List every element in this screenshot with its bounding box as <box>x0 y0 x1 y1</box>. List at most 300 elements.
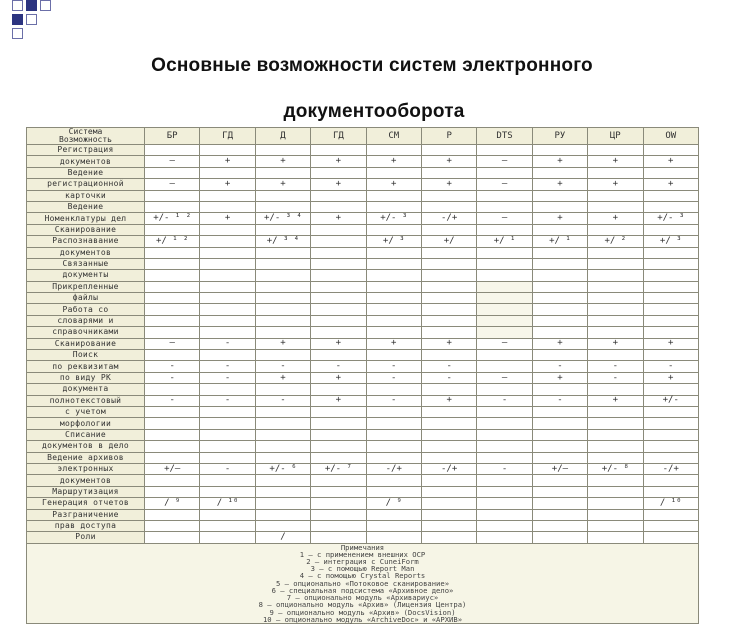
value-cell <box>532 293 587 304</box>
value-cell <box>200 429 255 440</box>
value-cell: +/ ¹ <box>477 236 532 247</box>
value-cell <box>643 384 698 395</box>
value-cell: + <box>421 395 476 406</box>
value-cell <box>311 327 366 338</box>
value-cell: / ⁹ <box>145 498 200 509</box>
value-cell: - <box>200 361 255 372</box>
value-cell <box>311 258 366 269</box>
capability-label: Номенклатуры дел <box>27 213 145 224</box>
note-line: 10 — опционально модуль «ArchiveDoc» и «АРХИВ» <box>262 614 463 624</box>
table-row <box>27 247 699 258</box>
value-cell <box>145 532 200 543</box>
note-line: 3 — с помощью Report Man <box>310 564 415 574</box>
value-cell <box>200 315 255 326</box>
value-cell <box>145 315 200 326</box>
value-cell: / ¹⁰ <box>200 498 255 509</box>
value-cell <box>145 247 200 258</box>
capability-label: Сканирование <box>27 338 145 349</box>
value-cell <box>255 327 310 338</box>
table-row <box>27 532 699 543</box>
value-cell <box>477 145 532 156</box>
value-cell <box>366 384 421 395</box>
value-cell: - <box>200 463 255 474</box>
value-cell <box>477 315 532 326</box>
value-cell <box>588 520 643 531</box>
table-row <box>27 463 699 474</box>
table-row <box>27 258 699 269</box>
value-cell <box>311 486 366 497</box>
value-cell <box>311 350 366 361</box>
capability-label: Генерация отчетов <box>27 498 145 509</box>
value-cell <box>532 270 587 281</box>
note-line: 1 — с применением внешних ОСР <box>299 549 426 559</box>
value-cell <box>200 452 255 463</box>
value-cell: - <box>255 395 310 406</box>
value-cell <box>477 293 532 304</box>
value-cell: + <box>200 156 255 167</box>
value-cell <box>366 429 421 440</box>
capability-label: Работа со <box>27 304 145 315</box>
value-cell: + <box>421 338 476 349</box>
value-cell: + <box>200 213 255 224</box>
value-cell <box>477 350 532 361</box>
value-cell <box>200 475 255 486</box>
capability-label: Прикрепленные <box>27 281 145 292</box>
value-cell <box>588 532 643 543</box>
system-header: ОW <box>643 128 698 145</box>
capability-label: по виду РК <box>27 372 145 383</box>
value-cell <box>588 350 643 361</box>
value-cell <box>145 304 200 315</box>
value-cell: + <box>366 179 421 190</box>
capability-label: Ведение архивов <box>27 452 145 463</box>
value-cell <box>477 475 532 486</box>
value-cell <box>311 498 366 509</box>
value-cell <box>477 247 532 258</box>
value-cell: -/+ <box>643 463 698 474</box>
note-line: 7 — опционально модуль «Архивариус» <box>286 593 439 603</box>
capability-label: Регистрация <box>27 145 145 156</box>
capability-label: документов <box>27 247 145 258</box>
value-cell: - <box>200 338 255 349</box>
value-cell: + <box>311 395 366 406</box>
value-cell <box>255 498 310 509</box>
value-cell: +/ ¹ <box>532 236 587 247</box>
table-row <box>27 156 699 167</box>
value-cell: - <box>145 372 200 383</box>
value-cell <box>311 509 366 520</box>
value-cell <box>311 145 366 156</box>
value-cell <box>643 452 698 463</box>
value-cell <box>588 441 643 452</box>
value-cell <box>311 247 366 258</box>
value-cell <box>643 167 698 178</box>
value-cell: - <box>588 372 643 383</box>
capability-label: Ведение <box>27 167 145 178</box>
value-cell <box>311 281 366 292</box>
value-cell <box>366 315 421 326</box>
value-cell <box>200 167 255 178</box>
value-cell <box>366 509 421 520</box>
value-cell <box>200 236 255 247</box>
note-line: 5 — опционально «Потоковое сканирование» <box>275 578 450 588</box>
capability-label: документов в дело <box>27 441 145 452</box>
value-cell: — <box>145 338 200 349</box>
value-cell <box>477 258 532 269</box>
value-cell: +/- ⁶ <box>255 463 310 474</box>
value-cell: - <box>366 361 421 372</box>
table-row <box>27 315 699 326</box>
value-cell <box>255 509 310 520</box>
value-cell <box>421 293 476 304</box>
value-cell <box>421 247 476 258</box>
value-cell <box>255 201 310 212</box>
capability-label: морфологии <box>27 418 145 429</box>
value-cell <box>311 167 366 178</box>
value-cell <box>477 520 532 531</box>
table-row <box>27 520 699 531</box>
value-cell <box>366 201 421 212</box>
value-cell: + <box>255 156 310 167</box>
capability-label: Роли <box>27 532 145 543</box>
corner-decoration <box>8 0 56 44</box>
value-cell <box>311 270 366 281</box>
value-cell <box>588 293 643 304</box>
value-cell <box>643 281 698 292</box>
value-cell: — <box>477 179 532 190</box>
table-row <box>27 167 699 178</box>
value-cell <box>588 270 643 281</box>
value-cell <box>643 247 698 258</box>
value-cell <box>477 498 532 509</box>
value-cell <box>145 190 200 201</box>
value-cell <box>588 281 643 292</box>
value-cell <box>477 224 532 235</box>
value-cell <box>311 190 366 201</box>
value-cell <box>643 327 698 338</box>
value-cell: +/- <box>643 395 698 406</box>
value-cell <box>421 532 476 543</box>
table-row <box>27 293 699 304</box>
value-cell <box>311 406 366 417</box>
value-cell: + <box>255 179 310 190</box>
value-cell: + <box>588 179 643 190</box>
value-cell <box>421 452 476 463</box>
capability-label: с учетом <box>27 406 145 417</box>
value-cell: -/+ <box>421 463 476 474</box>
value-cell: - <box>366 372 421 383</box>
value-cell <box>145 145 200 156</box>
value-cell <box>200 509 255 520</box>
value-cell: / ¹⁰ <box>643 498 698 509</box>
value-cell <box>200 441 255 452</box>
corner-header-capability: Возможность <box>59 135 112 144</box>
value-cell <box>200 247 255 258</box>
value-cell <box>145 350 200 361</box>
value-cell <box>200 201 255 212</box>
value-cell <box>255 429 310 440</box>
value-cell: +/- ⁸ <box>588 463 643 474</box>
value-cell <box>200 350 255 361</box>
value-cell: + <box>311 156 366 167</box>
value-cell: + <box>311 372 366 383</box>
value-cell <box>255 190 310 201</box>
value-cell: + <box>588 156 643 167</box>
value-cell <box>311 520 366 531</box>
value-cell <box>532 406 587 417</box>
value-cell <box>366 281 421 292</box>
table-row <box>27 179 699 190</box>
value-cell <box>588 224 643 235</box>
value-cell <box>477 270 532 281</box>
value-cell <box>477 190 532 201</box>
value-cell <box>643 418 698 429</box>
value-cell: + <box>311 213 366 224</box>
value-cell <box>311 224 366 235</box>
value-cell <box>200 270 255 281</box>
value-cell <box>477 201 532 212</box>
value-cell <box>421 224 476 235</box>
value-cell <box>643 270 698 281</box>
value-cell <box>366 350 421 361</box>
table-row <box>27 429 699 440</box>
value-cell <box>200 486 255 497</box>
value-cell <box>421 167 476 178</box>
value-cell <box>311 452 366 463</box>
value-cell <box>477 429 532 440</box>
value-cell <box>588 304 643 315</box>
value-cell: +/— <box>532 463 587 474</box>
table-header-row <box>27 128 699 145</box>
capability-label: документов <box>27 475 145 486</box>
value-cell: + <box>643 156 698 167</box>
value-cell: + <box>311 179 366 190</box>
value-cell <box>255 520 310 531</box>
value-cell: — <box>145 156 200 167</box>
value-cell <box>255 293 310 304</box>
value-cell <box>255 258 310 269</box>
value-cell: +/ ³ ⁴ <box>255 236 310 247</box>
capability-label: документы <box>27 270 145 281</box>
value-cell <box>366 406 421 417</box>
value-cell <box>477 167 532 178</box>
capability-label: файлы <box>27 293 145 304</box>
value-cell <box>200 406 255 417</box>
value-cell <box>532 145 587 156</box>
table-row <box>27 270 699 281</box>
value-cell <box>421 418 476 429</box>
value-cell <box>200 532 255 543</box>
value-cell <box>200 281 255 292</box>
value-cell <box>311 384 366 395</box>
table-row <box>27 418 699 429</box>
table-row <box>27 498 699 509</box>
value-cell <box>532 224 587 235</box>
table-row <box>27 384 699 395</box>
slide-title-line-1: Основные возможности систем электронного <box>151 55 593 76</box>
value-cell: +/- ³ ⁴ <box>255 213 310 224</box>
note-line: 9 — опционально модуль «Архив» (DocsVision) <box>269 607 456 617</box>
value-cell <box>255 475 310 486</box>
value-cell: - <box>145 361 200 372</box>
system-header: ГД <box>200 128 255 145</box>
value-cell <box>421 145 476 156</box>
value-cell: — <box>477 338 532 349</box>
capability-label: документов <box>27 156 145 167</box>
table-row <box>27 281 699 292</box>
value-cell <box>145 384 200 395</box>
value-cell <box>145 201 200 212</box>
capability-label: Связанные <box>27 258 145 269</box>
value-cell <box>421 190 476 201</box>
value-cell <box>255 406 310 417</box>
value-cell <box>421 509 476 520</box>
table-row <box>27 395 699 406</box>
table-row <box>27 327 699 338</box>
value-cell: +/- ³ <box>643 213 698 224</box>
value-cell <box>145 406 200 417</box>
system-header: ЦР <box>588 128 643 145</box>
table-row <box>27 338 699 349</box>
value-cell <box>311 315 366 326</box>
value-cell <box>145 520 200 531</box>
value-cell <box>200 384 255 395</box>
value-cell: - <box>421 372 476 383</box>
value-cell <box>532 304 587 315</box>
value-cell <box>643 258 698 269</box>
value-cell <box>588 509 643 520</box>
value-cell <box>200 418 255 429</box>
note-line: 4 — с помощью Crystal Reports <box>299 571 426 581</box>
value-cell <box>532 520 587 531</box>
capability-label: полнотекстовый <box>27 395 145 406</box>
value-cell <box>643 509 698 520</box>
value-cell <box>532 429 587 440</box>
capability-label: Сканирование <box>27 224 145 235</box>
value-cell <box>532 315 587 326</box>
capability-label: Списание <box>27 429 145 440</box>
value-cell <box>532 327 587 338</box>
value-cell <box>255 145 310 156</box>
value-cell <box>200 520 255 531</box>
value-cell <box>200 327 255 338</box>
value-cell <box>421 258 476 269</box>
table-row <box>27 452 699 463</box>
value-cell: +/— <box>145 463 200 474</box>
value-cell <box>643 315 698 326</box>
table-row <box>27 350 699 361</box>
value-cell <box>532 509 587 520</box>
value-cell: + <box>532 179 587 190</box>
value-cell: - <box>311 361 366 372</box>
value-cell <box>311 429 366 440</box>
value-cell <box>145 167 200 178</box>
value-cell <box>643 475 698 486</box>
value-cell <box>145 509 200 520</box>
value-cell <box>532 201 587 212</box>
system-header: Д <box>255 128 310 145</box>
notes-row <box>27 543 699 623</box>
value-cell <box>255 441 310 452</box>
value-cell: - <box>532 395 587 406</box>
value-cell <box>311 475 366 486</box>
system-header: Р <box>421 128 476 145</box>
value-cell <box>145 452 200 463</box>
system-header: ГД <box>311 128 366 145</box>
value-cell <box>255 452 310 463</box>
value-cell <box>477 384 532 395</box>
value-cell <box>532 258 587 269</box>
value-cell <box>421 475 476 486</box>
table-row <box>27 441 699 452</box>
capability-label: карточки <box>27 190 145 201</box>
value-cell <box>255 486 310 497</box>
value-cell <box>421 406 476 417</box>
value-cell: -/+ <box>421 213 476 224</box>
value-cell: + <box>421 179 476 190</box>
value-cell <box>311 304 366 315</box>
value-cell <box>366 452 421 463</box>
value-cell <box>366 258 421 269</box>
table-row <box>27 406 699 417</box>
value-cell <box>588 167 643 178</box>
value-cell: + <box>311 338 366 349</box>
value-cell <box>532 350 587 361</box>
value-cell <box>643 350 698 361</box>
value-cell <box>366 190 421 201</box>
value-cell: — <box>477 156 532 167</box>
value-cell <box>421 498 476 509</box>
value-cell <box>477 452 532 463</box>
value-cell: - <box>588 361 643 372</box>
value-cell: + <box>366 338 421 349</box>
value-cell <box>643 441 698 452</box>
value-cell <box>588 247 643 258</box>
value-cell <box>421 429 476 440</box>
value-cell <box>366 224 421 235</box>
capability-label: документа <box>27 384 145 395</box>
value-cell <box>588 315 643 326</box>
table-row <box>27 145 699 156</box>
value-cell <box>477 327 532 338</box>
value-cell <box>255 350 310 361</box>
capability-label: Поиск <box>27 350 145 361</box>
value-cell: +/ ¹ ² <box>145 236 200 247</box>
capability-label: электронных <box>27 463 145 474</box>
slide-title-line-2: документооборота <box>283 101 465 122</box>
value-cell <box>145 418 200 429</box>
value-cell <box>421 281 476 292</box>
notes-cell <box>27 543 699 623</box>
value-cell <box>366 475 421 486</box>
value-cell: +/ ³ <box>366 236 421 247</box>
value-cell <box>255 224 310 235</box>
value-cell <box>532 532 587 543</box>
value-cell <box>532 452 587 463</box>
value-cell <box>255 270 310 281</box>
value-cell <box>421 304 476 315</box>
value-cell <box>643 145 698 156</box>
value-cell: - <box>421 361 476 372</box>
value-cell <box>145 224 200 235</box>
value-cell <box>532 281 587 292</box>
capability-label: Маршрутизация <box>27 486 145 497</box>
value-cell <box>311 293 366 304</box>
capability-label: справочниками <box>27 327 145 338</box>
value-cell <box>532 247 587 258</box>
value-cell <box>421 384 476 395</box>
value-cell <box>255 247 310 258</box>
